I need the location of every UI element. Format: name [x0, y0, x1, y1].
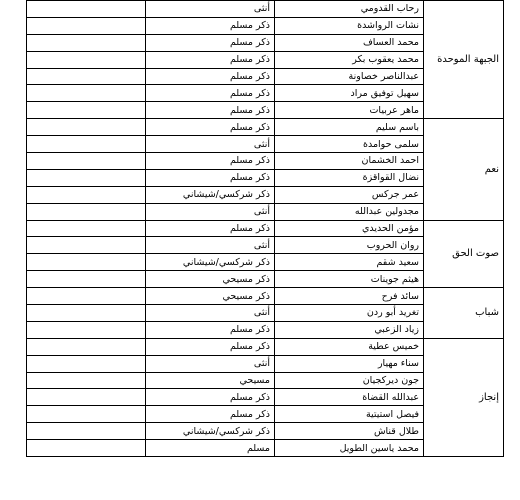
- candidate-name-cell: زياد الزعبي: [275, 321, 424, 338]
- table-row: [27, 1, 504, 18]
- empty-cell: [27, 271, 146, 288]
- candidate-category-cell: ذكر شركسي/شيشاني: [146, 254, 275, 271]
- candidate-category-cell: مسيحي: [146, 372, 275, 389]
- candidate-name-cell: فيصل استيتية: [275, 406, 424, 423]
- candidate-name-cell: نشات الرواشدة: [275, 17, 424, 34]
- candidate-category-cell: ذكر مسيحي: [146, 271, 275, 288]
- candidate-name-cell: احمد الخشمان: [275, 153, 424, 170]
- candidate-category-cell: ذكر مسلم: [146, 321, 275, 338]
- empty-cell: [27, 254, 146, 271]
- candidate-name-cell: باسم سليم: [275, 119, 424, 136]
- candidate-name-cell: طلال قناش: [275, 423, 424, 440]
- empty-cell: [27, 85, 146, 102]
- candidate-name-cell: سناء مهيار: [275, 355, 424, 372]
- list-name-cell: صوت الحق: [424, 220, 504, 288]
- empty-cell: [27, 203, 146, 220]
- candidate-category-cell: ذكر مسلم: [146, 119, 275, 136]
- table-row: [27, 338, 504, 355]
- candidate-category-cell: مسلم: [146, 440, 275, 457]
- candidate-name-cell: نضال القواقزة: [275, 169, 424, 186]
- candidate-category-cell: ذكر مسلم: [146, 68, 275, 85]
- list-name-cell: إنجاز: [424, 338, 504, 456]
- candidate-name-cell: مجدولين عبدالله: [275, 203, 424, 220]
- list-name-cell: الجبهة الموحدة: [424, 1, 504, 119]
- empty-cell: [27, 186, 146, 203]
- candidate-name-cell: رحاب القدومي: [275, 1, 424, 18]
- empty-cell: [27, 51, 146, 68]
- candidates-table-body: [27, 1, 504, 457]
- empty-cell: [27, 321, 146, 338]
- candidate-category-cell: أنثى: [146, 1, 275, 18]
- table-row: [27, 119, 504, 136]
- candidate-category-cell: ذكر مسلم: [146, 51, 275, 68]
- candidate-category-cell: ذكر مسلم: [146, 338, 275, 355]
- candidate-category-cell: ذكر مسلم: [146, 153, 275, 170]
- candidate-category-cell: ذكر مسلم: [146, 85, 275, 102]
- candidate-category-cell: ذكر شركسي/شيشاني: [146, 423, 275, 440]
- empty-cell: [27, 17, 146, 34]
- candidate-category-cell: أنثى: [146, 203, 275, 220]
- candidate-category-cell: ذكر شركسي/شيشاني: [146, 186, 275, 203]
- empty-cell: [27, 423, 146, 440]
- list-name-cell: شباب: [424, 288, 504, 339]
- candidate-category-cell: أنثى: [146, 305, 275, 322]
- empty-cell: [27, 288, 146, 305]
- candidate-name-cell: جون ديركجيان: [275, 372, 424, 389]
- candidate-category-cell: أنثى: [146, 237, 275, 254]
- empty-cell: [27, 34, 146, 51]
- empty-cell: [27, 389, 146, 406]
- empty-cell: [27, 372, 146, 389]
- empty-cell: [27, 406, 146, 423]
- table-row: [27, 220, 504, 237]
- candidate-category-cell: ذكر مسلم: [146, 220, 275, 237]
- table-row: [27, 288, 504, 305]
- empty-cell: [27, 136, 146, 153]
- candidate-name-cell: محمد العساف: [275, 34, 424, 51]
- candidate-name-cell: محمد يعقوب بكر: [275, 51, 424, 68]
- candidate-category-cell: ذكر مسلم: [146, 169, 275, 186]
- candidate-category-cell: أنثى: [146, 355, 275, 372]
- empty-cell: [27, 119, 146, 136]
- candidate-name-cell: سهيل توفيق مراد: [275, 85, 424, 102]
- empty-cell: [27, 1, 146, 18]
- candidate-name-cell: تغريد أبو ردن: [275, 305, 424, 322]
- candidate-name-cell: ماهر عربيات: [275, 102, 424, 119]
- candidate-category-cell: أنثى: [146, 136, 275, 153]
- list-name-cell: نعم: [424, 119, 504, 220]
- candidate-name-cell: عبدالناصر خصاونة: [275, 68, 424, 85]
- candidate-name-cell: خميس عطية: [275, 338, 424, 355]
- candidate-category-cell: ذكر مسلم: [146, 102, 275, 119]
- empty-cell: [27, 305, 146, 322]
- candidate-category-cell: ذكر مسلم: [146, 389, 275, 406]
- empty-cell: [27, 153, 146, 170]
- candidate-name-cell: عبدالله القضاة: [275, 389, 424, 406]
- empty-cell: [27, 355, 146, 372]
- candidate-category-cell: ذكر مسلم: [146, 17, 275, 34]
- candidates-table: [26, 0, 504, 457]
- empty-cell: [27, 237, 146, 254]
- empty-cell: [27, 338, 146, 355]
- candidate-name-cell: روان الحروب: [275, 237, 424, 254]
- empty-cell: [27, 68, 146, 85]
- candidate-category-cell: ذكر مسيحي: [146, 288, 275, 305]
- candidate-category-cell: ذكر مسلم: [146, 406, 275, 423]
- candidate-name-cell: سعيد شقم: [275, 254, 424, 271]
- candidate-name-cell: سائد فرح: [275, 288, 424, 305]
- candidate-name-cell: عمر جركس: [275, 186, 424, 203]
- empty-cell: [27, 220, 146, 237]
- candidate-name-cell: مؤمن الحديدي: [275, 220, 424, 237]
- candidate-category-cell: ذكر مسلم: [146, 34, 275, 51]
- empty-cell: [27, 102, 146, 119]
- candidate-name-cell: هيثم جوينات: [275, 271, 424, 288]
- candidate-name-cell: سلمى حوامدة: [275, 136, 424, 153]
- empty-cell: [27, 169, 146, 186]
- candidate-name-cell: محمد ياسين الطويل: [275, 440, 424, 457]
- empty-cell: [27, 440, 146, 457]
